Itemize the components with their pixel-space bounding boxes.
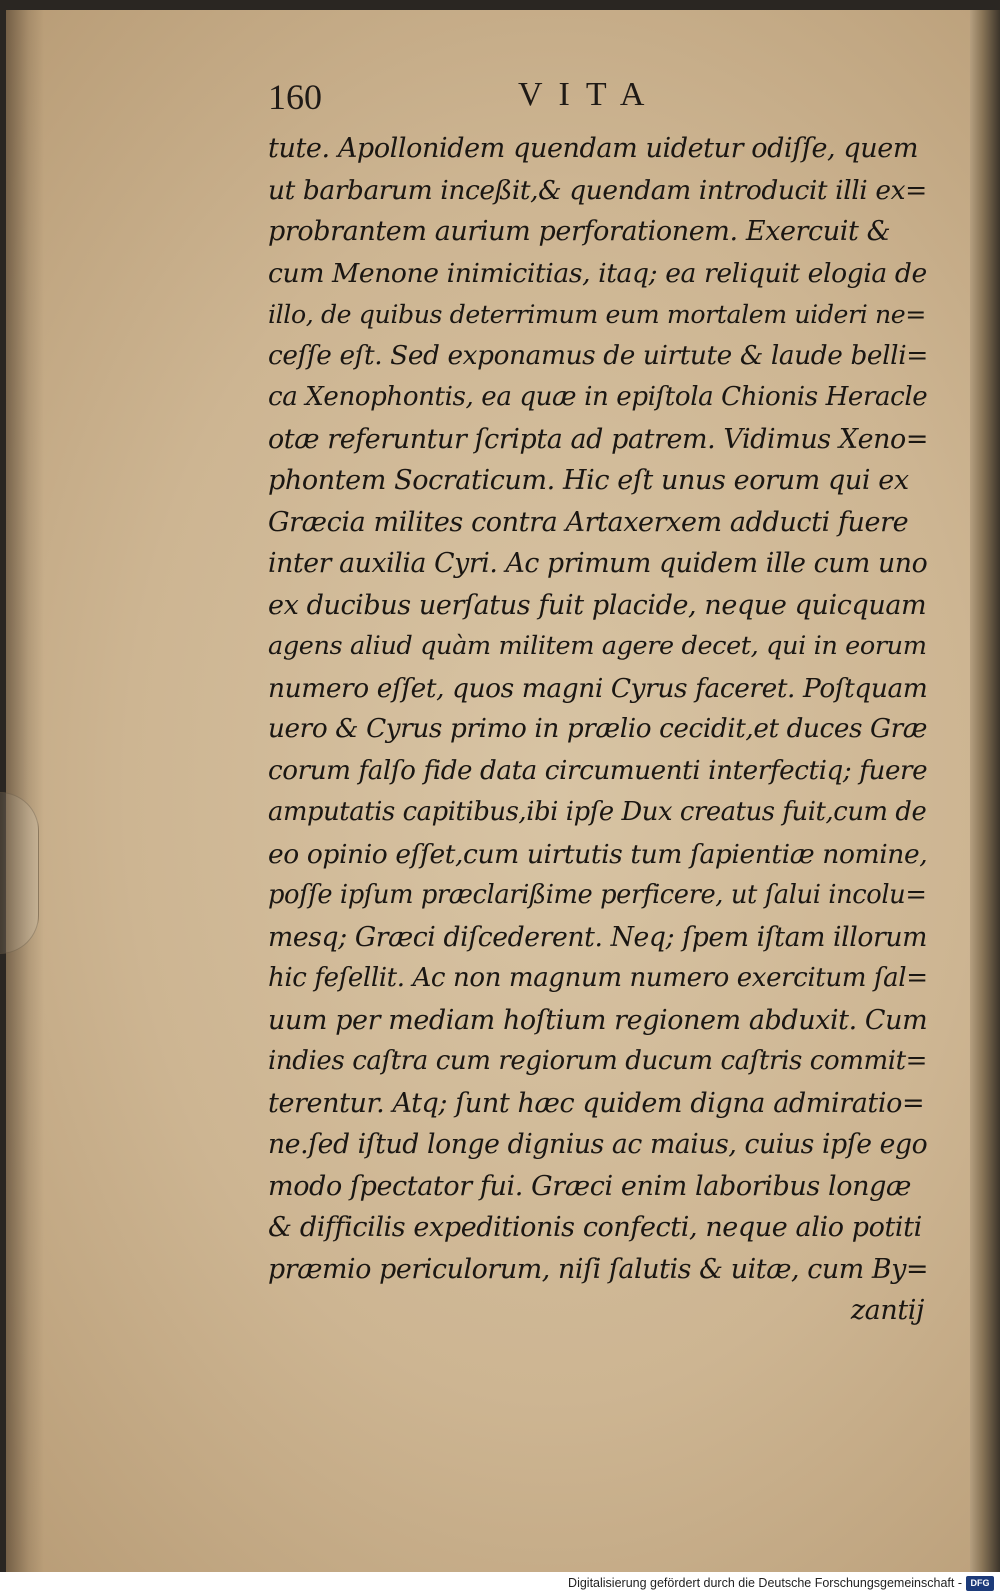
digitization-footer: [0, 1572, 1000, 1596]
dfg-logo: DFG: [966, 1576, 994, 1591]
text-line: præmio periculorum, niſi ſalutis & uitæ, cum By=: [268, 1253, 929, 1285]
clip-mark: [0, 792, 39, 954]
text-line: corum falſo fide data circumuenti interfectiq; fuere: [268, 755, 928, 786]
page-number: 160: [268, 77, 322, 117]
text-line: amputatis capitibus,ibi ipſe Dux creatus fuit,cum de: [268, 797, 927, 827]
page-fore-edge: [970, 10, 1000, 1572]
text-line: & difficilis expeditionis confecti, neque alio potiti: [268, 1212, 922, 1243]
text-line: mesq; Græci diſcederent. Neq; ſpem iſtam illorum: [268, 921, 928, 953]
text-line: modo ſpectator fui. Græci enim laboribus longæ: [268, 1170, 911, 1202]
text-line: terentur. Atq; ſunt hæc quidem digna admiratio=: [268, 1087, 925, 1119]
text-line: probrantem aurium perforationem. Exercuit &: [268, 216, 891, 247]
text-line: uum per mediam hoſtium regionem abduxit. Cum: [268, 1004, 928, 1036]
text-line: ne.ſed iſtud longe dignius ac maius, cuius ipſe ego: [268, 1129, 928, 1160]
text-line: indies caſtra cum regiorum ducum caſtris commit=: [268, 1046, 928, 1076]
text-line: otæ referuntur ſcripta ad patrem. Vidimus Xeno=: [268, 423, 928, 455]
gutter-shadow: [6, 10, 44, 1572]
text-line: ca Xenophontis, ea quæ in epiſtola Chionis Heracle: [268, 382, 928, 412]
catchword: zantij: [850, 1295, 924, 1326]
text-line: illo, de quibus deterrimum eum mortalem uideri ne=: [268, 300, 926, 329]
text-line: uero & Cyrus primo in prælio cecidit,et duces Græ: [268, 714, 928, 744]
text-line: ut barbarum inceßit,& quendam introducit illi ex=: [268, 174, 927, 206]
text-line: agens aliud quàm militem agere decet, qui in eorum: [268, 631, 927, 661]
text-line: hic feſellit. Ac non magnum numero exercitum ſal=: [268, 963, 928, 993]
text-line: cum Menone inimicitias, itaq; ea reliquit elogia de: [268, 257, 927, 289]
footer-credit: Digitalisierung gefördert durch die Deutsche Forschungsgemeinschaft -: [568, 1576, 962, 1590]
text-line: eo opinio eſſet,cum uirtutis tum ſapientiæ nomine,: [268, 838, 928, 870]
page-header: [268, 76, 928, 128]
text-line: tute. Apollonidem quendam uidetur odiſſe, quem: [268, 133, 919, 164]
body-text: [268, 128, 928, 1332]
text-line: numero eſſet, quos magni Cyrus faceret. Poſtquam: [268, 672, 928, 704]
running-title: VITA: [518, 76, 661, 113]
text-line: inter auxilia Cyri. Ac primum quidem ille cum uno: [268, 548, 928, 579]
text-line: ceſſe eſt. Sed exponamus de uirtute & laude belli=: [268, 340, 928, 371]
text-line: ex ducibus uerſatus fuit placide, neque quicquam: [268, 589, 927, 621]
text-line: poſſe ipſum præclarißime perficere, ut ſalui incolu=: [268, 880, 927, 910]
text-line: phontem Socraticum. Hic eſt unus eorum qui ex: [268, 465, 909, 496]
text-line: Græcia milites contra Artaxerxem adducti fuere: [268, 506, 909, 538]
